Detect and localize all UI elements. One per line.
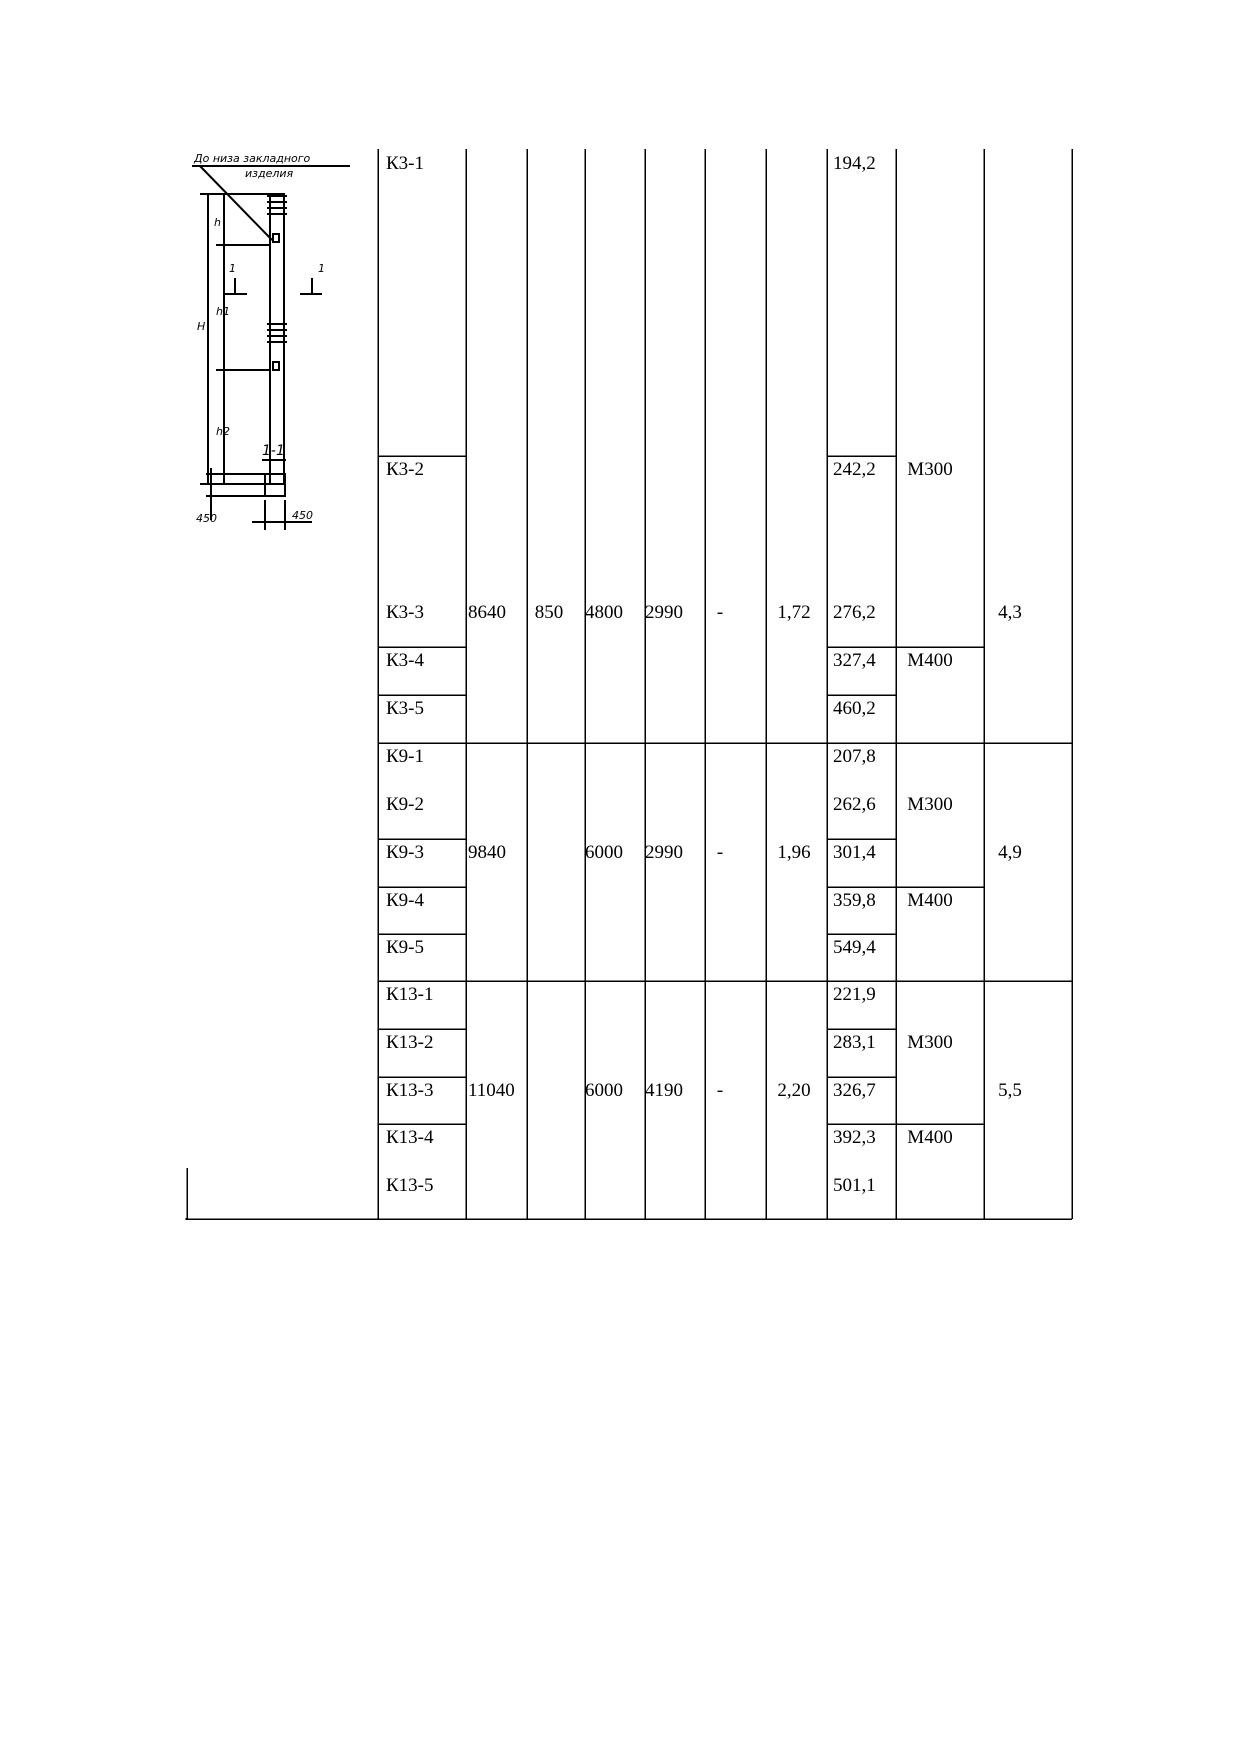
height-cell: 9840	[468, 842, 506, 863]
h1-cell: 6000	[585, 1080, 623, 1101]
height-cell: 8640	[468, 602, 506, 623]
steel-mass-cell: 501,1	[833, 1175, 876, 1196]
mark-cell: К13-4	[386, 1127, 434, 1148]
steel-mass-cell: 207,8	[833, 746, 876, 767]
h2-cell: 4190	[645, 1080, 683, 1101]
mark-cell: К3-1	[386, 153, 424, 174]
column-drawing	[192, 150, 362, 570]
steel-mass-cell: 194,2	[833, 153, 876, 174]
mark-cell: К9-1	[386, 746, 424, 767]
dash-cell: -	[716, 842, 724, 863]
section-title: 1-1	[262, 443, 285, 459]
mark-cell: К3-3	[386, 602, 424, 623]
section-width: 450	[292, 509, 313, 522]
volume-cell: 1,96	[777, 842, 811, 863]
volume-cell: 2,20	[777, 1080, 811, 1101]
mark-cell: К9-2	[386, 794, 424, 815]
steel-mass-cell: 460,2	[833, 698, 876, 719]
dash-cell: -	[716, 602, 724, 623]
h1-cell: 6000	[585, 842, 623, 863]
section-height: 450	[196, 512, 217, 525]
concrete-grade-cell: М400	[907, 1127, 953, 1148]
steel-mass-cell: 326,7	[833, 1080, 876, 1101]
steel-mass-cell: 392,3	[833, 1127, 876, 1148]
height-cell: 11040	[468, 1080, 515, 1101]
concrete-grade-cell: М400	[907, 890, 953, 911]
mark-cell: К3-2	[386, 459, 424, 480]
steel-mass-cell: 262,6	[833, 794, 876, 815]
mark-cell: К13-1	[386, 984, 434, 1005]
mark-cell: К9-3	[386, 842, 424, 863]
steel-mass-cell: 242,2	[833, 459, 876, 480]
concrete-grade-cell: М300	[907, 459, 953, 480]
concrete-grade-cell: М400	[907, 650, 953, 671]
mark-cell: К13-2	[386, 1032, 434, 1053]
mass-cell: 5,5	[998, 1080, 1022, 1101]
steel-mass-cell: 276,2	[833, 602, 876, 623]
dim-H-label: H	[197, 320, 206, 333]
mark-cell: К9-4	[386, 890, 424, 911]
steel-mass-cell: 221,9	[833, 984, 876, 1005]
mass-cell: 4,3	[998, 602, 1022, 623]
mark-cell: К3-5	[386, 698, 424, 719]
dim-h-label: h	[214, 216, 221, 229]
dash-cell: -	[716, 1080, 724, 1101]
steel-mass-cell: 283,1	[833, 1032, 876, 1053]
steel-mass-cell: 327,4	[833, 650, 876, 671]
mass-cell: 4,9	[998, 842, 1022, 863]
h2-cell: 2990	[645, 602, 683, 623]
dim-h2-label: h2	[216, 425, 230, 438]
h1-cell: 4800	[585, 602, 623, 623]
concrete-grade-cell: М300	[907, 1032, 953, 1053]
section-mark-left: 1	[229, 262, 236, 275]
steel-mass-cell: 359,8	[833, 890, 876, 911]
steel-mass-cell: 549,4	[833, 937, 876, 958]
concrete-grade-cell: М300	[907, 794, 953, 815]
h-cell: 850	[534, 602, 564, 623]
h2-cell: 2990	[645, 842, 683, 863]
mark-cell: К13-5	[386, 1175, 434, 1196]
mark-cell: К9-5	[386, 937, 424, 958]
mark-cell: К13-3	[386, 1080, 434, 1101]
drawing-label-top-2: изделия	[245, 167, 294, 180]
steel-mass-cell: 301,4	[833, 842, 876, 863]
mark-cell: К3-4	[386, 650, 424, 671]
dim-h1-label: h1	[216, 305, 230, 318]
drawing-label-top-1: До низа закладного	[194, 152, 311, 165]
section-mark-right: 1	[318, 262, 325, 275]
volume-cell: 1,72	[777, 602, 811, 623]
